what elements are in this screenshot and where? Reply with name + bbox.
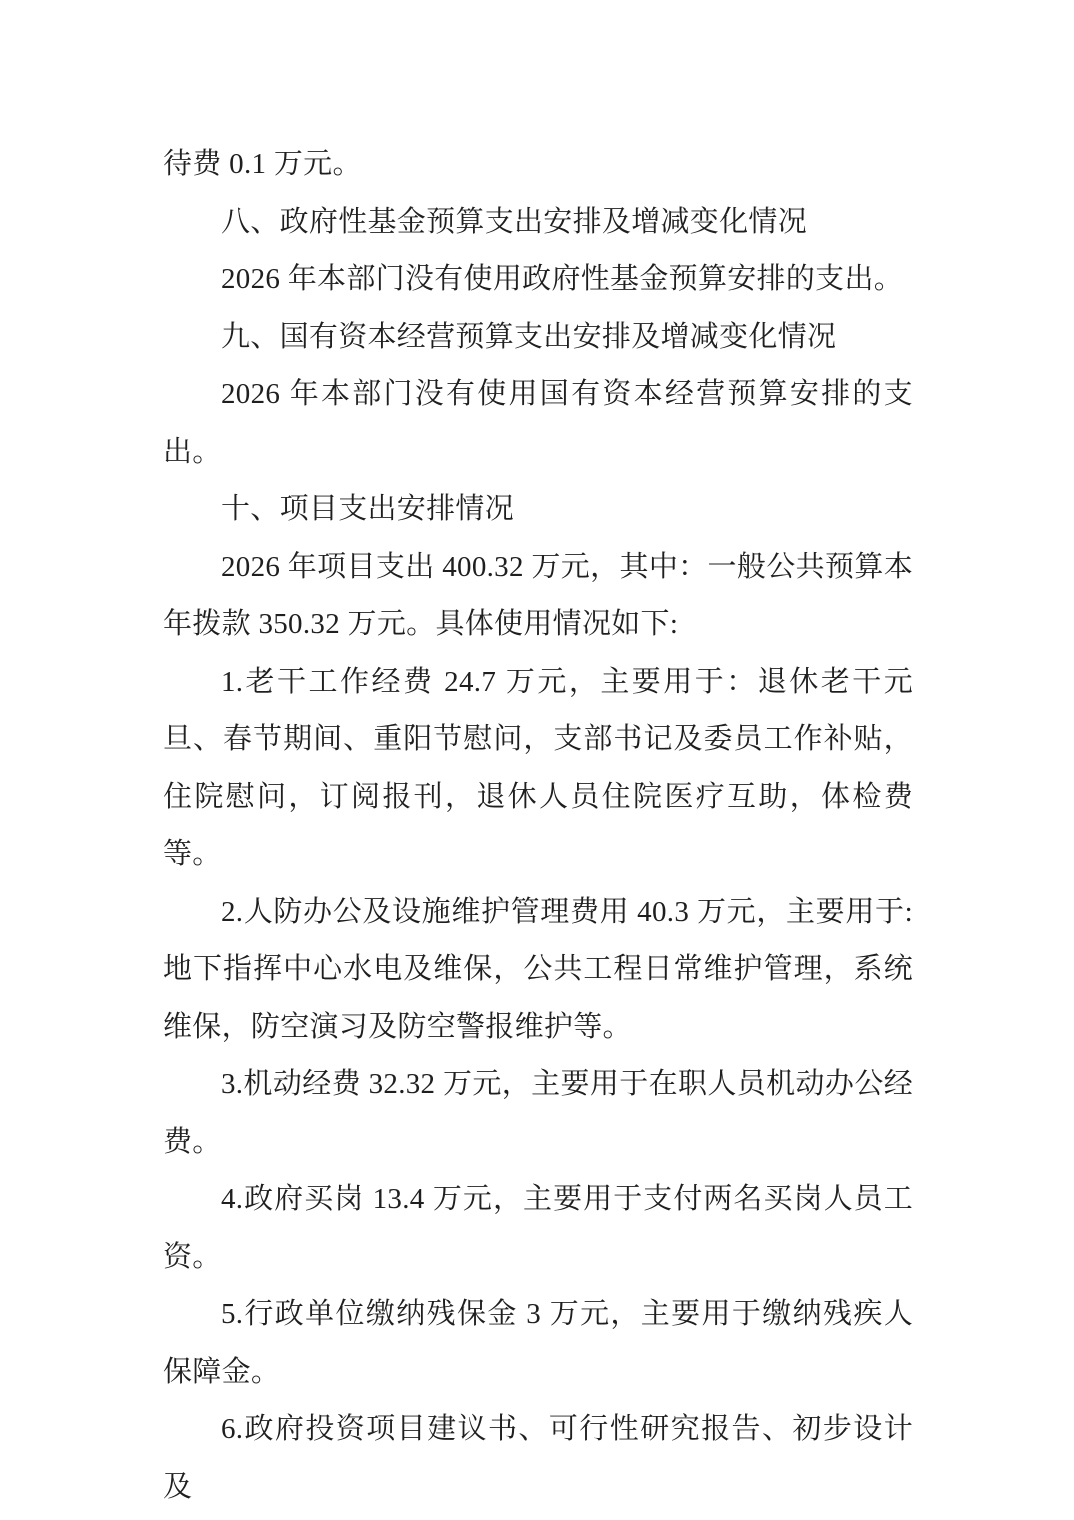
document-body [163,136,913,1516]
paragraph-continuation-fee: 待费 0.1 万元。 [163,148,362,180]
paragraph-item-3-mobile-office-fund: 3.机动经费 32.32 万元，主要用于在职人员机动办公经费。 [163,1068,913,1158]
paragraph-state-capital-no-expense: 2026 年本部门没有使用国有资本经营预算安排的支出。 [163,378,913,468]
paragraph-item-2-civil-defense-fund: 2.人防办公及设施维护管理费用 40.3 万元，主要用于:地下指挥中心水电及维保，公共工程日常维护管理，系统维保，防空演习及防空警报维护等。 [163,895,913,1043]
section-heading-x-project-expense: 十、项目支出安排情况 [221,493,515,525]
paragraph-item-5-disability-fund: 5.行政单位缴纳残保金 3 万元，主要用于缴纳残疾人保障金。 [163,1298,913,1388]
section-heading-viii-gov-fund-budget: 八、政府性基金预算支出安排及增减变化情况 [221,205,808,238]
paragraph-item-1-elderly-cadre-fund: 1.老干工作经费 24.7 万元，主要用于：退休老干元旦、春节期间、重阳节慰问，支部书记及委员工作补贴，住院慰问，订阅报刊，退休人员住院医疗互助，体检费等。 [163,665,913,870]
paragraph-project-expense-total: 2026 年项目支出 400.32 万元，其中：一般公共预算本年拨款 350.32 万元。具体使用情况如下: [163,550,913,640]
paragraph-item-6-gov-investment-docs: 6.政府投资项目建议书、可行性研究报告、初步设计及 [163,1413,913,1503]
section-heading-ix-state-capital: 九、国有资本经营预算支出安排及增减变化情况 [221,320,837,353]
paragraph-gov-fund-no-expense: 2026 年本部门没有使用政府性基金预算安排的支出。 [221,263,904,295]
paragraph-item-4-gov-purchased-posts: 4.政府买岗 13.4 万元，主要用于支付两名买岗人员工资。 [163,1183,913,1273]
